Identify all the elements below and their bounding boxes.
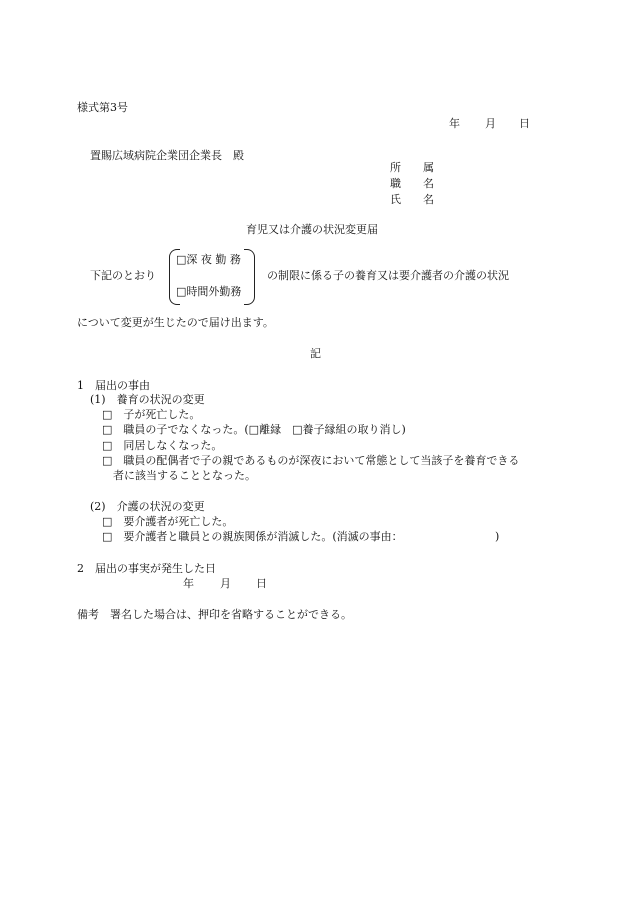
closing-paren: ) (495, 530, 500, 543)
list-item: □ 要介護者と職員との親族関係が消滅した。(消滅の事由： (102, 530, 403, 543)
right-brace (244, 249, 255, 305)
list-item: □ 職員の子でなくなった。(□離縁 □養子縁組の取り消し) (102, 423, 406, 436)
list-item: □ 子が死亡した。 (102, 408, 201, 421)
name-label: 氏 名 (390, 193, 434, 206)
occurrence-year-label: 年 (183, 577, 194, 590)
occurrence-day-label: 日 (256, 577, 267, 590)
list-item-continuation: 者に該当することとなった。 (113, 469, 256, 482)
option-overtime-work: □時間外勤務 (176, 285, 242, 298)
affiliation-label: 所 属 (390, 161, 434, 174)
intro-prefix: 下記のとおり (90, 269, 156, 282)
remarks: 備考 署名した場合は、押印を省略することができる。 (77, 608, 352, 621)
occurrence-month-label: 月 (220, 577, 231, 590)
section1-heading: 1 届出の事由 (77, 379, 150, 392)
date-month-label: 月 (485, 117, 496, 130)
form-number: 様式第3号 (77, 101, 128, 114)
list-item: □ 職員の配偶者で子の親であるものが深夜において常態として当該子を養育できる (102, 454, 520, 467)
form-title: 育児又は介護の状況変更届 (246, 223, 378, 236)
section1-sub2-heading: (2) 介護の状況の変更 (90, 500, 205, 513)
date-year-label: 年 (449, 117, 460, 130)
list-item: □ 要介護者が死亡した。 (102, 515, 234, 528)
section1-sub1-heading: (1) 養育の状況の変更 (90, 393, 205, 406)
intro-continuation: について変更が生じたので届け出ます。 (77, 316, 274, 329)
date-day-label: 日 (519, 117, 530, 130)
option-late-night-work: □深 夜 勤 務 (176, 253, 241, 266)
intro-suffix: の制限に係る子の養育又は要介護者の介護の状況 (267, 269, 509, 282)
position-label: 職 名 (390, 177, 434, 190)
addressee: 置賜広域病院企業団企業長 殿 (90, 149, 244, 162)
section2-heading: 2 届出の事実が発生した日 (77, 562, 216, 575)
list-item: □ 同居しなくなった。 (102, 439, 223, 452)
ki-heading: 記 (310, 347, 321, 360)
